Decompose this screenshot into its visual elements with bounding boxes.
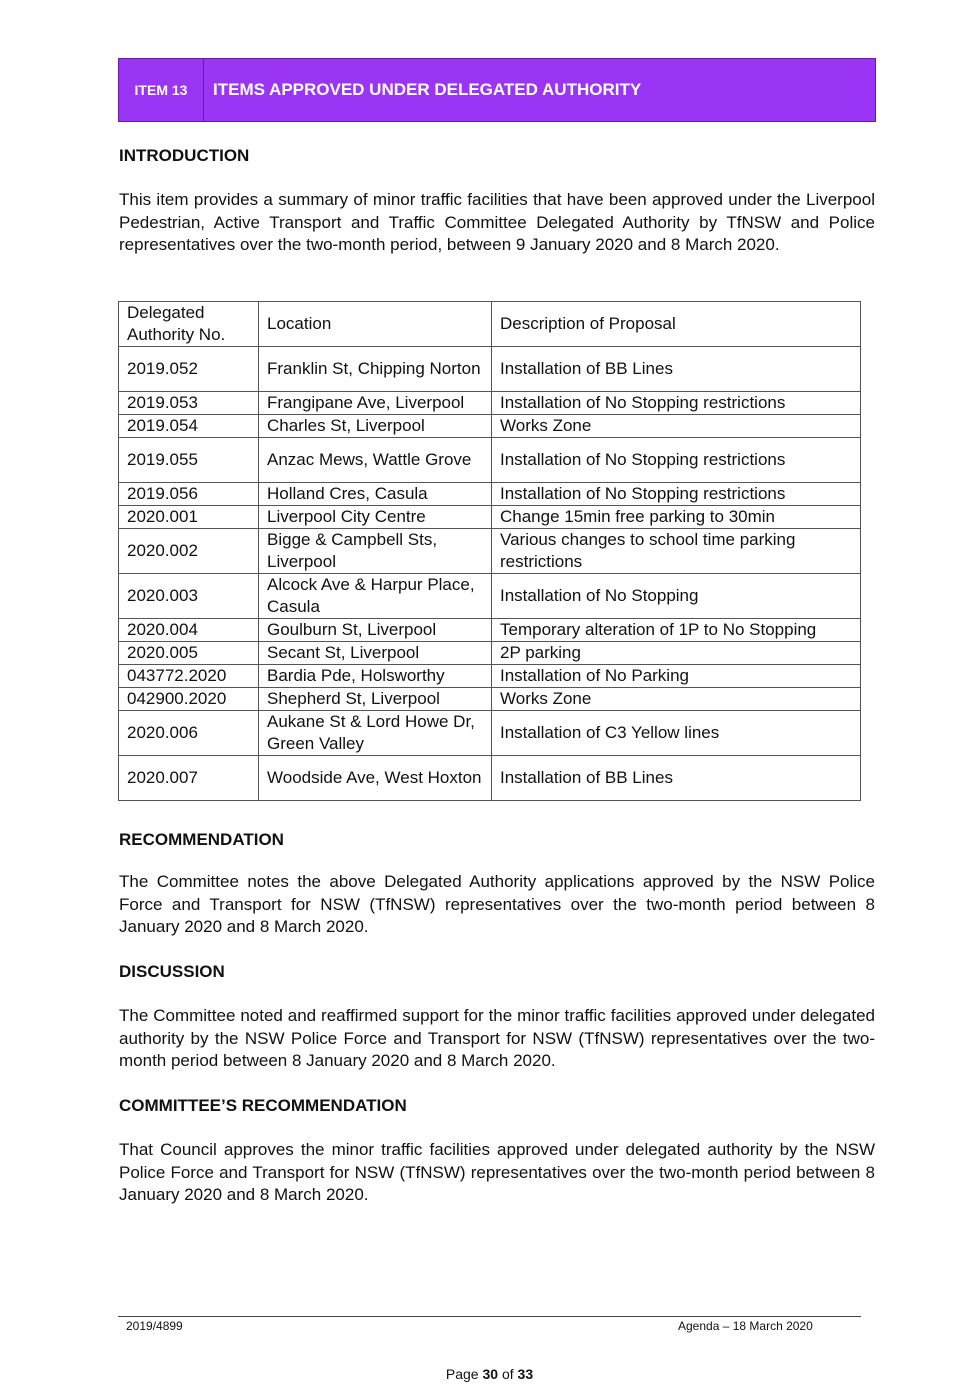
authority-no-cell: 2020.001 xyxy=(119,506,259,529)
description-cell: Change 15min free parking to 30min xyxy=(492,506,861,529)
location-cell: Bardia Pde, Holsworthy xyxy=(259,665,492,688)
description-cell: 2P parking xyxy=(492,642,861,665)
discussion-heading: DISCUSSION xyxy=(119,962,225,981)
location-cell: Secant St, Liverpool xyxy=(259,642,492,665)
footer-divider xyxy=(118,1316,861,1317)
authority-no-cell: 2019.055 xyxy=(119,438,259,483)
item-number: ITEM 13 xyxy=(119,59,204,121)
header-location: Location xyxy=(259,302,492,347)
table-row xyxy=(119,711,861,756)
authority-no-cell: 2020.003 xyxy=(119,574,259,619)
table-row xyxy=(119,506,861,529)
description-cell: Installation of No Stopping restrictions xyxy=(492,392,861,415)
table-row xyxy=(119,438,861,483)
description-cell: Works Zone xyxy=(492,415,861,438)
authority-no-cell: 2020.002 xyxy=(119,529,259,574)
delegated-authority-table xyxy=(118,301,861,801)
item-banner xyxy=(118,58,876,122)
location-cell: Liverpool City Centre xyxy=(259,506,492,529)
footer-reference: 2019/4899 xyxy=(126,1319,183,1333)
page-total: 33 xyxy=(517,1366,534,1382)
authority-no-cell: 2019.052 xyxy=(119,347,259,392)
authority-no-cell: 043772.2020 xyxy=(119,665,259,688)
location-cell: Goulburn St, Liverpool xyxy=(259,619,492,642)
table-row xyxy=(119,619,861,642)
location-cell: Franklin St, Chipping Norton xyxy=(259,347,492,392)
table-row xyxy=(119,415,861,438)
introduction-text: This item provides a summary of minor traffic facilities that have been approved under the Liverpool Pedestrian, Active Transport and Traffic Committee Delegated Authority by TfNSW and Police representatives over the two-month period, between 9 January 2020 and 8 March 2020. xyxy=(119,190,875,255)
page-current: 30 xyxy=(482,1366,499,1382)
location-cell: Bigge & Campbell Sts, Liverpool xyxy=(259,529,492,574)
authority-no-cell: 2020.007 xyxy=(119,756,259,801)
description-cell: Temporary alteration of 1P to No Stopping xyxy=(492,619,861,642)
description-cell: Installation of C3 Yellow lines xyxy=(492,711,861,756)
description-cell: Installation of No Parking xyxy=(492,665,861,688)
table-row xyxy=(119,392,861,415)
table-row xyxy=(119,688,861,711)
table-body xyxy=(119,302,861,801)
table-row xyxy=(119,347,861,392)
location-cell: Woodside Ave, West Hoxton xyxy=(259,756,492,801)
description-cell: Works Zone xyxy=(492,688,861,711)
description-cell: Installation of BB Lines xyxy=(492,756,861,801)
table-row xyxy=(119,756,861,801)
description-cell: Installation of BB Lines xyxy=(492,347,861,392)
page-number xyxy=(0,1366,979,1382)
recommendation-heading: RECOMMENDATION xyxy=(119,830,284,849)
item-title: ITEMS APPROVED UNDER DELEGATED AUTHORITY xyxy=(213,80,642,99)
location-cell: Frangipane Ave, Liverpool xyxy=(259,392,492,415)
footer-agenda-date: Agenda – 18 March 2020 xyxy=(678,1319,813,1333)
description-cell: Installation of No Stopping xyxy=(492,574,861,619)
location-cell: Charles St, Liverpool xyxy=(259,415,492,438)
authority-no-cell: 2020.006 xyxy=(119,711,259,756)
header-authority-no: Delegated Authority No. xyxy=(119,302,259,347)
description-cell: Various changes to school time parking restrictions xyxy=(492,529,861,574)
discussion-text: The Committee noted and reaffirmed support for the minor traffic facilities approved under delegated authority by the NSW Police Force and Transport for NSW (TfNSW) representatives over the two-month period between 8 January 2020 and 8 March 2020. xyxy=(119,1006,875,1071)
authority-no-cell: 2019.056 xyxy=(119,483,259,506)
location-cell: Aukane St & Lord Howe Dr, Green Valley xyxy=(259,711,492,756)
page-of: of xyxy=(501,1366,514,1382)
authority-no-cell: 2019.054 xyxy=(119,415,259,438)
authority-no-cell: 2020.005 xyxy=(119,642,259,665)
authority-no-cell: 2020.004 xyxy=(119,619,259,642)
location-cell: Shepherd St, Liverpool xyxy=(259,688,492,711)
location-cell: Alcock Ave & Harpur Place, Casula xyxy=(259,574,492,619)
description-cell: Installation of No Stopping restrictions xyxy=(492,438,861,483)
table-row xyxy=(119,665,861,688)
description-cell: Installation of No Stopping restrictions xyxy=(492,483,861,506)
authority-no-cell: 042900.2020 xyxy=(119,688,259,711)
table-row xyxy=(119,642,861,665)
authority-no-cell: 2019.053 xyxy=(119,392,259,415)
page-label: Page xyxy=(445,1366,479,1382)
table-row xyxy=(119,483,861,506)
introduction-heading: INTRODUCTION xyxy=(119,146,250,165)
location-cell: Anzac Mews, Wattle Grove xyxy=(259,438,492,483)
table-header-row xyxy=(119,302,861,347)
table-row xyxy=(119,574,861,619)
committee-recommendation-text: That Council approves the minor traffic facilities approved under delegated authority by the NSW Police Force and Transport for NSW (TfNSW) representatives over the two-month period between 8 January 2020 and 8 March 2020. xyxy=(119,1140,875,1205)
header-description: Description of Proposal xyxy=(492,302,861,347)
table-row xyxy=(119,529,861,574)
location-cell: Holland Cres, Casula xyxy=(259,483,492,506)
committee-recommendation-heading: COMMITTEE’S RECOMMENDATION xyxy=(119,1096,407,1115)
recommendation-text: The Committee notes the above Delegated Authority applications approved by the NSW Police Force and Transport for NSW (TfNSW) representatives over the two-month period between 8 January 2020 and 8 March 2020. xyxy=(119,872,875,937)
